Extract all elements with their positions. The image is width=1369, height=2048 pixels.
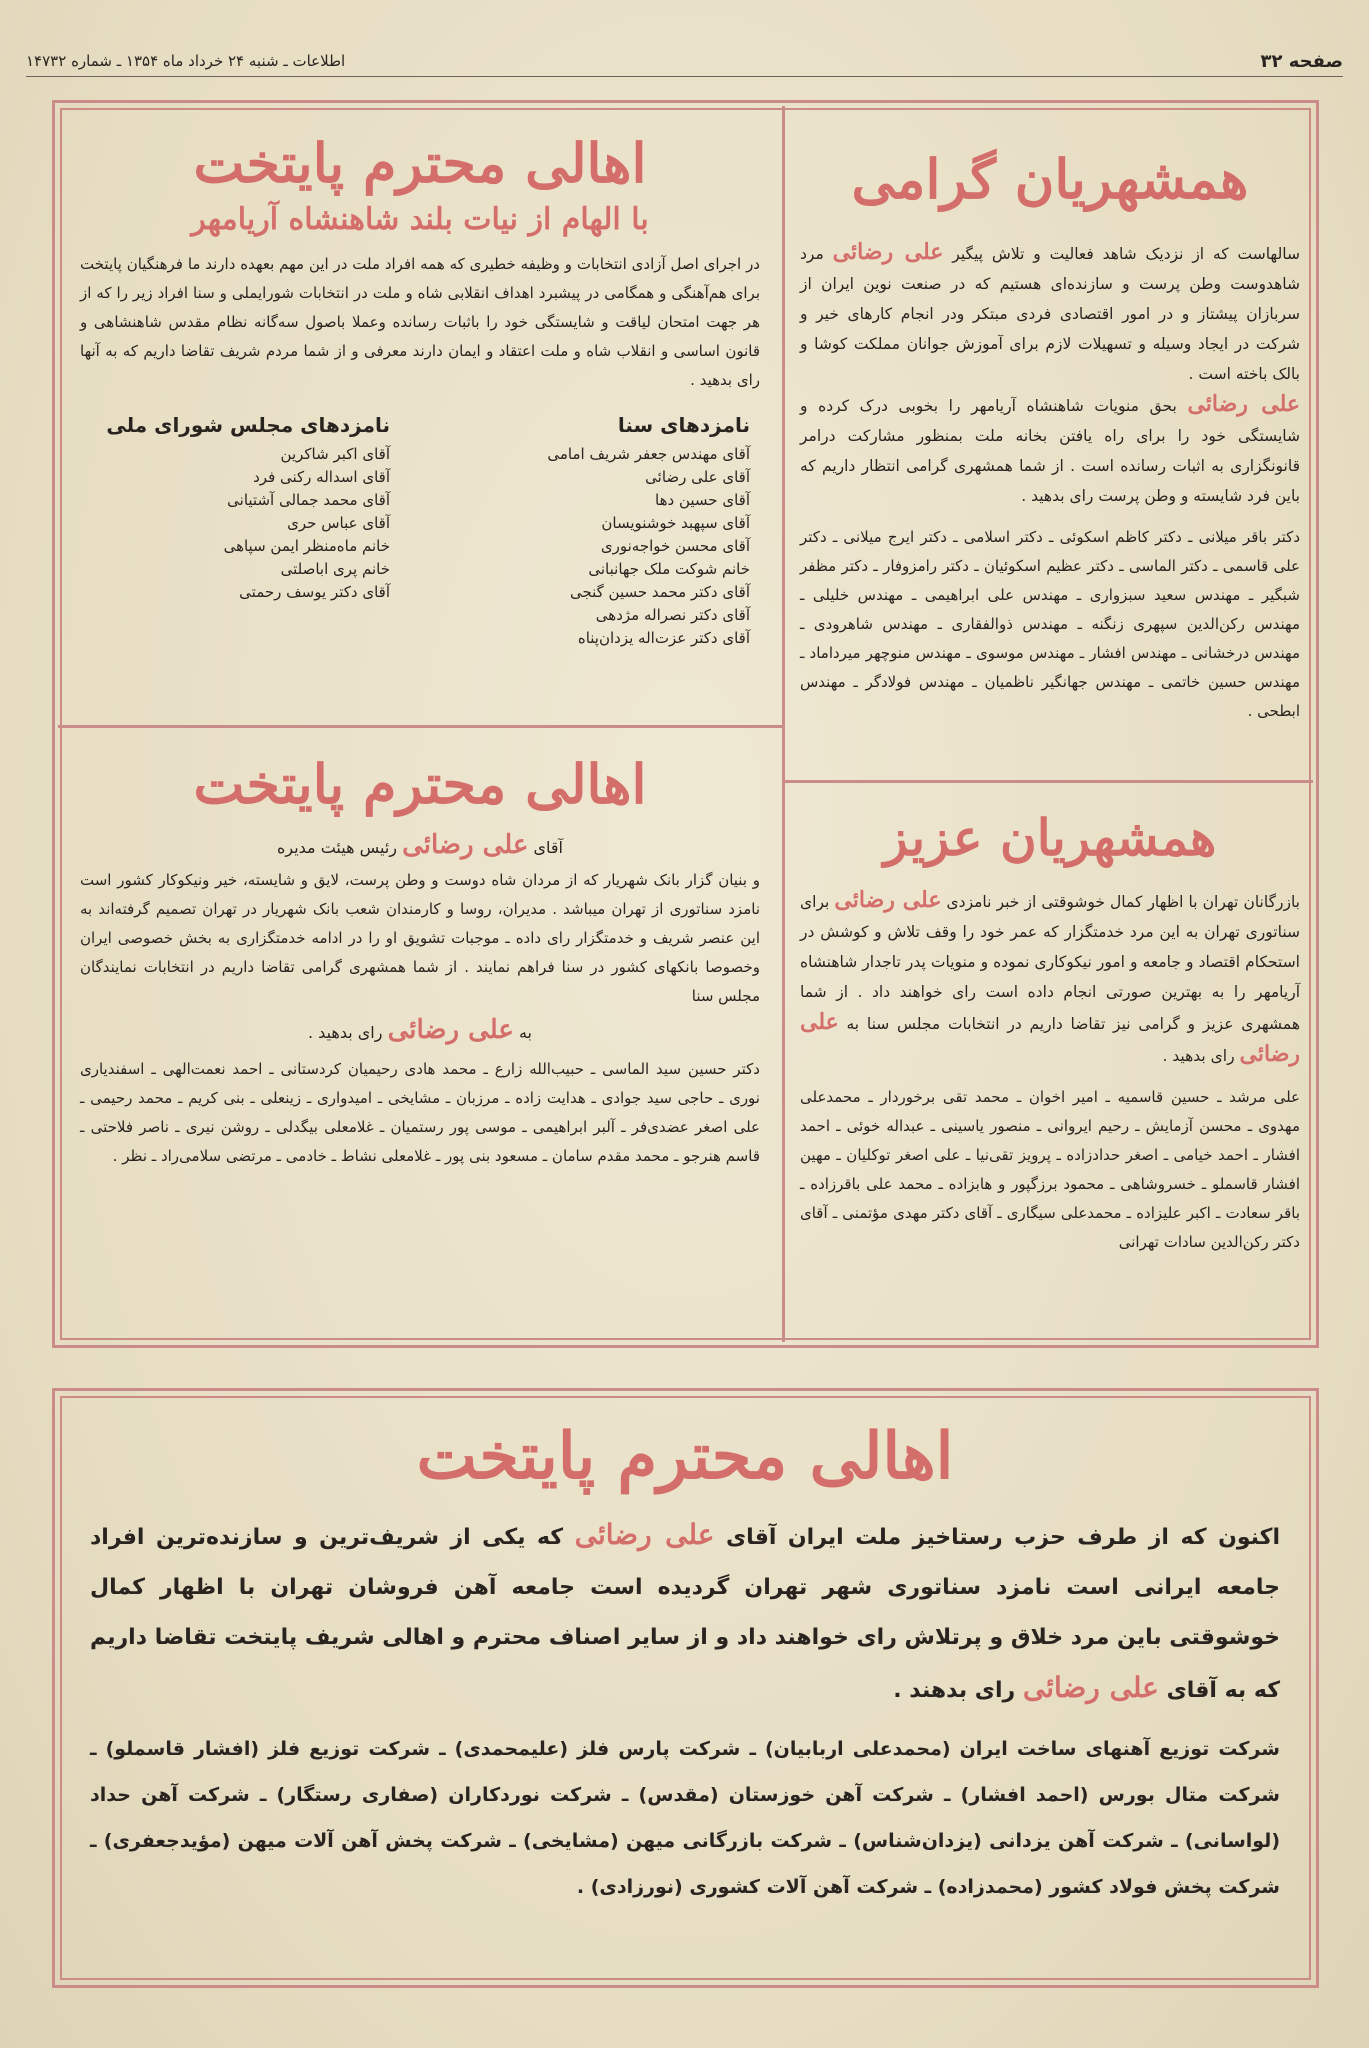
ad-left-middle xyxy=(80,735,760,1335)
candidate-name: علی رضائی xyxy=(574,1518,715,1552)
ad-bottom-body-1: اکنون که از طرف حزب رستاخیز ملت ایران آقای xyxy=(726,1525,1280,1551)
candidate-name: علی رضائی xyxy=(834,887,942,913)
ad-left-top-body: در اجرای اصل آزادی انتخابات و وظیفه خطیری که همه افراد ملت در این مهم بعهده دارند ما فرهنگیان پایتخت برای هم‌آهنگی و همگامی در پیشبرد اهداف انقلابی شاه و ملت در انتخابات شورایملی و سنا افراد زیر را که از هر جهت امتحان لیاقت و شایستگی خود را باثبات رسانده وعملا باصول سه‌گانه نظام مقدس شاهنشاهی و قانون اساسی و انقلاب شاه و ملت اعتقاد و ایمان دارند معرفی و از شما مردم شریف تقاضا داریم که به آنها رای بدهید . xyxy=(80,255,760,390)
list-item: آقای حسین دها xyxy=(655,491,750,510)
list-item: آقای عباس حری xyxy=(287,514,390,533)
column-divider xyxy=(782,106,785,1342)
ad-right-middle-signatories: علی مرشد ـ حسین قاسمیه ـ امیر اخوان ـ محمد تقی برخوردار ـ محمدعلی مهدوی ـ محسن آزمایش ـ رحیم ایروانی ـ منصور یاسینی ـ عبداله خوئی ـ احمد افشار ـ احمد خیامی ـ اصغر حدادزاده ـ پرویز تقی‌نیا ـ علی اصغر توکلیان ـ مهین افشار قاسملو ـ خسروشاهی ـ محمود برزگپور و هابزاده ـ محمد علی باقرزاده ـ باقر سعادت ـ اکبر علیزاده ـ محمدعلی سیگاری ـ آقای دکتر مهدی مؤتمنی ـ آقای دکتر رکن‌الدین سادات تهرانی xyxy=(800,1088,1300,1251)
candidate-prefix: آقای xyxy=(533,838,563,858)
candidate-name-2: علی رضائی xyxy=(1187,391,1300,418)
list-item: آقای علی رضائی xyxy=(645,468,750,487)
ad-right-middle-headline: همشهریان عزیز xyxy=(883,808,1217,867)
majlis-candidates xyxy=(90,413,390,650)
ad-right-middle xyxy=(800,790,1300,1335)
candidate-name-2: علی رضائی xyxy=(1022,1671,1159,1705)
list-item: آقای اکبر شاکرین xyxy=(280,445,390,464)
ad-left-middle-closing xyxy=(80,1015,760,1045)
ad-left-middle-candidate-line xyxy=(80,830,760,860)
majlis-candidates-title: نامزدهای مجلس شورای ملی xyxy=(106,413,390,438)
ad-left-top xyxy=(80,120,760,720)
ad-bottom-companies: شرکت توزیع آهنهای ساخت ایران (محمدعلی اربابیان) ـ شرکت پارس فلز (علیمحمدی) ـ شرکت توزیع فلز (افشار قاسملو) ـ شرکت متال بورس (احمد افشار) ـ شرکت آهن خوزستان (مقدس) ـ شرکت نوردکاران (صفاری رستگار) ـ شرکت آهن حداد (لواسانی) ـ شرکت آهن یزدانی (یزدان‌شناس) ـ شرکت بازرگانی میهن (مشایخی) ـ شرکت پخش آهن آلات میهن (مؤیدجعفری) ـ شرکت پخش فولاد کشور (محمدزاده) ـ شرکت آهن آلات کشوری (نورزادی) . xyxy=(90,1738,1280,1899)
list-item: آقای مهندس جعفر شریف امامی xyxy=(547,445,750,464)
list-item: آقای دکتر محمد حسین گنجی xyxy=(569,583,750,602)
ad-right-top-body-start: سالهاست که از نزدیک شاهد فعالیت و تلاش پیگیر xyxy=(952,245,1301,264)
list-item: آقای دکتر نصراله مژدهی xyxy=(595,606,750,625)
ad-left-middle-body: و بنیان گزار بانک شهریار که از مردان شاه دوست و وطن پرست، لایق و شایسته، خیر ونیکوکار کشور است نامزد سناتوری از تهران میباشد . مدیران، روسا و کارمندان شعب بانک شهریار در تهران تصمیم گرفته‌اند به این عنصر شریف و خدمتگزار رای داده ـ موجبات تشویق او را در ادامه خدمتگزاری به بخش خصوصی ایران وخصوصا بانکهای کشور در سنا فراهم نمایند . از شما همشهری گرامی تقاضا داریم در انتخابات نمایندگان مجلس سنا xyxy=(80,871,760,1006)
ad-bottom-body-2: که یکی از شریف‌ترین و سازنده‌ترین افراد جامعه ایرانی است نامزد سناتوری شهر تهران گردیده است جامعه آهن فروشان تهران با اظهار کمال خوشوقتی باین مرد خلاق و پرتلاش رای خواهند داد و از سایر اصناف محترم و اهالی شریف پایتخت تقاضا داریم که به آقای xyxy=(90,1525,1280,1704)
candidate-name-2: علی رضائی xyxy=(800,1009,1300,1067)
candidate-title: رئیس هیئت مدیره xyxy=(276,838,397,858)
ad-left-top-subheadline: با الهام از نیات بلند شاهنشاه آریامهر xyxy=(191,202,649,238)
candidate-lists xyxy=(80,413,760,650)
list-item: آقای اسداله رکنی فرد xyxy=(253,468,390,487)
right-section-divider xyxy=(785,780,1313,783)
list-item: آقای دکتر عزت‌اله یزدان‌پناه xyxy=(577,629,750,648)
ad-left-middle-headline: اهالی محترم پایتخت xyxy=(193,752,647,816)
list-item: خانم ماه‌منظر ایمن سپاهی xyxy=(223,537,390,556)
issue-line: اطلاعات ـ شنبه ۲۴ خرداد ماه ۱۳۵۴ ـ شماره ۱۴۷۳۲ xyxy=(26,52,346,70)
ad-right-middle-body-3: رای بدهید . xyxy=(1162,1047,1235,1065)
list-item: آقای سپهبد خوشنویسان xyxy=(601,514,750,533)
list-item: آقای محمد جمالی آشتیانی xyxy=(227,491,390,510)
ad-bottom-body xyxy=(90,1510,1280,1716)
list-item: آقای دکتر یوسف رحمتی xyxy=(239,583,390,602)
closing-candidate-name: علی رضائی xyxy=(387,1015,514,1046)
ad-right-middle-body-2: برای سناتوری تهران به این مرد خدمتگزار که عمر خود را وقف تلاش و کوشش در استحکام اقتصاد و جامعه و امور نیکوکاری نموده و منویات پدر تاجدار شاهنشاه آریامهر را به بهترین صورتی انجام داده است رای خواهند داد . از شما همشهری عزیز و گرامی نیز تقاضا داریم در انتخابات مجلس سنا به xyxy=(800,893,1300,1033)
list-item: آقای محسن خواجه‌نوری xyxy=(600,537,750,556)
ad-right-top-body-2 xyxy=(800,389,1300,511)
ad-right-top-body xyxy=(800,237,1300,389)
ad-bottom-body-3: رای بدهند . xyxy=(893,1678,1016,1704)
page-header xyxy=(26,46,1343,77)
senate-candidates-title: نامزدهای سنا xyxy=(617,413,750,438)
majlis-candidates-list xyxy=(90,443,390,604)
ad-right-top xyxy=(800,120,1300,770)
ad-right-top-headline: همشهریان گرامی xyxy=(851,147,1249,211)
list-item: خانم شوکت ملک جهانبانی xyxy=(588,560,750,579)
ad-right-top-body-end: مرد شاهدوست وطن پرست و سازنده‌ای هستیم که در صنعت نوین ایران از سربازان پیشتاز و در امور اقتصادی فردی مبتکر ودر انجام کارهای خیر و شرکت در ایجاد وسیله و تسهیلات لازم برای آموزش جوانان مملکت کوشا و بالک باخته است . xyxy=(800,245,1300,384)
senate-candidates-list xyxy=(450,443,750,650)
closing-prefix: به xyxy=(518,1023,532,1043)
ad-right-top-signatories: دکتر باقر میلانی ـ دکتر کاظم اسکوئی ـ دکتر اسلامی ـ دکتر ایرج میلانی ـ دکتر علی قاسمی ـ دکتر الماسی ـ دکتر عظیم اسکوئیان ـ دکتر رامزوفار ـ دکتر مظفر شبگیر ـ مهندس سعید سبزواری ـ مهندس علی ابراهیمی ـ مهندس خلیلی ـ مهندس رکن‌الدین سپهری زنگنه ـ مهندس ذوالفقاری ـ مهندس شاهرودی ـ مهندس درخشانی ـ مهندس افشار ـ مهندس موسوی ـ مهندس منوچهر میرداماد ـ مهندس حسین خاتمی ـ مهندس جهانگیر ناظمیان ـ مهندس فولادگر ـ مهندس ابطحی . xyxy=(800,528,1300,721)
ad-right-middle-body-1: بازرگانان تهران با اظهار کمال خوشوقتی از خبر نامزدی xyxy=(946,893,1300,911)
ad-right-top-body-2-text: بحق منویات شاهنشاه آریامهر را بخوبی درک کرده و شایستگی خود را برای راه یافتن بخانه ملت بمنظور مشارکت درامر قانونگزاری به اثبات رسانده است . از شما همشهری گرامی انتظار داریم که باین فرد شایسته و وطن پرست رای بدهید . xyxy=(800,397,1300,506)
ad-bottom-headline: اهالی محترم پایتخت xyxy=(416,1419,954,1494)
senate-candidates xyxy=(450,413,750,650)
page-number: صفحه ۳۲ xyxy=(1260,50,1343,72)
list-item: خانم پری اباصلتی xyxy=(280,560,390,579)
closing-suffix: رای بدهید . xyxy=(308,1023,383,1043)
ad-left-top-headline: اهالی محترم پایتخت xyxy=(193,131,647,195)
ad-bottom xyxy=(90,1410,1280,1970)
ad-left-middle-signatories: دکتر حسین سید الماسی ـ حبیب‌الله زارع ـ محمد هادی رحیمیان کردستانی ـ احمد نعمت‌الهی ـ اسفندیاری نوری ـ حاجی سید جوادی ـ هدایت زاده ـ مرزبان ـ مشایخی ـ امیدواری ـ زینعلی ـ بنی کریم ـ محمد رحیمی ـ علی اصغر عضدی‌فر ـ آلبر ابراهیمی ـ موسی پور رستمیان ـ غلامعلی بیگدلی ـ روشن نیری ـ ناصر فلاحتی ـ قاسم هنرجو ـ محمد مقدم سامان ـ مسعود بنی پور ـ غلامعلی نشاط ـ خادمی ـ مرتضی سلامی‌راد ـ نظر . xyxy=(80,1060,760,1166)
ad-right-middle-body xyxy=(800,885,1300,1071)
candidate-name: علی رضائی xyxy=(402,830,529,861)
candidate-name: علی رضائی xyxy=(832,239,944,266)
left-section-divider xyxy=(58,725,782,728)
